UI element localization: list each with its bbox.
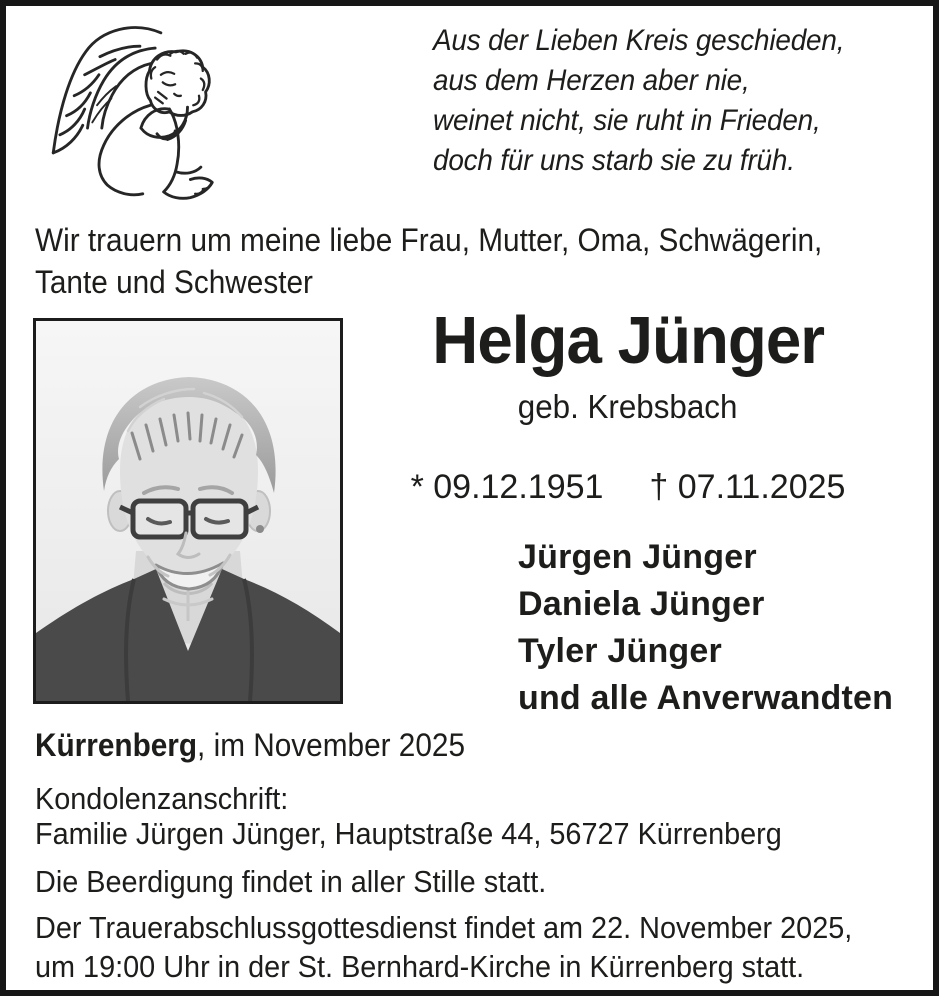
mourners-closing: und alle Anverwandten: [518, 679, 894, 717]
burial-notice: Die Beerdigung findet in aller Stille statt.: [35, 864, 547, 899]
poem-line: doch für uns starb sie zu früh.: [433, 144, 795, 177]
service-line: um 19:00 Uhr in der St. Bernhard-Kirche in Kürrenberg statt.: [35, 949, 805, 984]
maiden-name: geb. Krebsbach: [518, 388, 738, 425]
poem-line: weinet nicht, sie ruht in Frieden,: [433, 104, 821, 137]
birth-date: * 09.12.1951: [410, 468, 604, 506]
poem-line: aus dem Herzen aber nie,: [433, 64, 750, 97]
portrait-photo: [33, 318, 343, 704]
mourner-name: Tyler Jünger: [518, 632, 722, 670]
mourning-intro: [35, 219, 882, 303]
angel-cherub-icon: [40, 10, 236, 210]
place-date-rest: , im November 2025: [197, 727, 466, 763]
angel-illustration: [40, 10, 236, 210]
condolence-address: Familie Jürgen Jünger, Hauptstraße 44, 56727 Kürrenberg: [35, 816, 782, 851]
deceased-block: [400, 303, 856, 507]
death-date: † 07.11.2025: [649, 468, 846, 506]
mourners-list: [518, 534, 893, 722]
deceased-name: Helga Jünger: [432, 303, 824, 378]
condolence-label: Kondolenzanschrift:: [35, 781, 289, 816]
intro-line: Tante und Schwester: [35, 264, 313, 300]
service-notice: [35, 908, 914, 986]
mourner-name: Jürgen Jünger: [518, 538, 757, 576]
intro-line: Wir trauern um meine liebe Frau, Mutter, Oma, Schwägerin,: [35, 222, 823, 258]
service-line: Der Trauerabschlussgottesdienst findet am 22. November 2025,: [35, 910, 853, 945]
place-name: Kürrenberg: [35, 727, 198, 763]
memorial-poem: [433, 21, 875, 181]
poem-line: Aus der Lieben Kreis geschieden,: [433, 24, 845, 57]
portrait-photo-image: [36, 321, 340, 701]
life-dates: [400, 468, 856, 507]
place-date-line: [35, 727, 497, 764]
mourner-name: Daniela Jünger: [518, 585, 765, 623]
